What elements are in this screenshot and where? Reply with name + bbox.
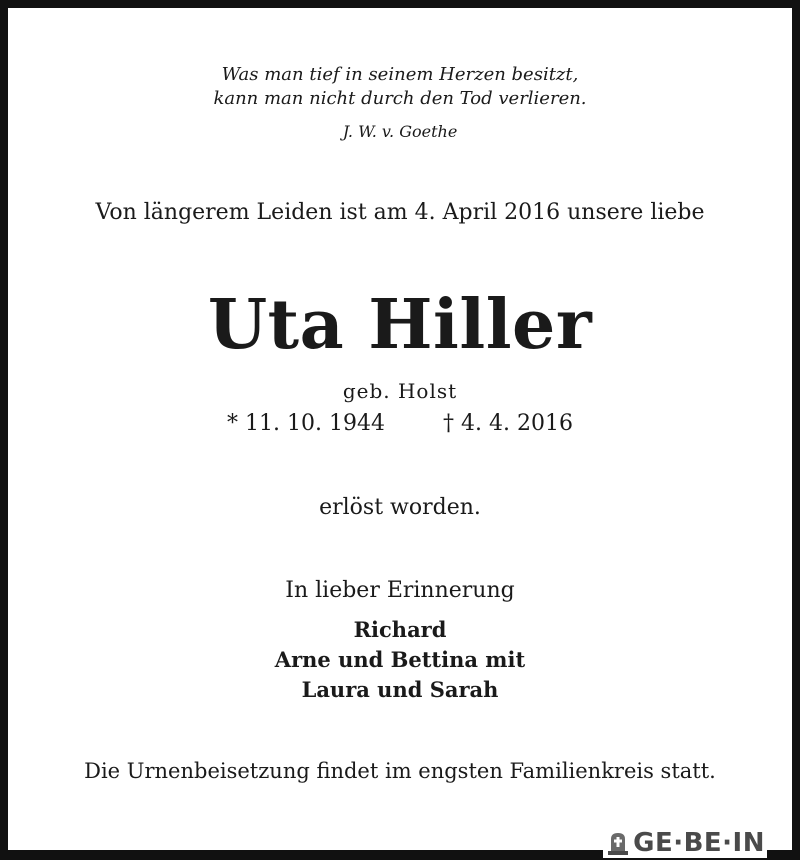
death-date: † 4. 4. 2016 (443, 411, 573, 436)
birth-date: * 11. 10. 1944 (227, 411, 385, 436)
logo-text: GE·BE·IN (633, 828, 765, 858)
gravestone-icon (607, 831, 629, 855)
deceased-name: Uta Hiller (207, 285, 593, 365)
family-line-1: Richard (353, 617, 447, 642)
released-text: erlöst worden. (319, 495, 481, 520)
maiden-name: geb. Holst (342, 379, 458, 403)
family-line-3: Laura und Sarah (301, 677, 499, 702)
life-dates (8, 409, 792, 439)
gebein-logo (603, 828, 767, 858)
memory-heading: In lieber Erinnerung (285, 578, 515, 603)
quote-line-1: Was man tief in seinem Herzen besitzt, (221, 64, 579, 85)
intro-text: Von längerem Leiden ist am 4. April 2016 unsere liebe (95, 200, 705, 225)
quote-author: J. W. v. Goethe (342, 122, 458, 141)
burial-notice: Die Urnenbeisetzung findet im engsten Familienkreis statt. (84, 759, 716, 783)
quote-line-2: kann man nicht durch den Tod verlieren. (213, 88, 587, 109)
family-line-2: Arne und Bettina mit (274, 647, 526, 672)
